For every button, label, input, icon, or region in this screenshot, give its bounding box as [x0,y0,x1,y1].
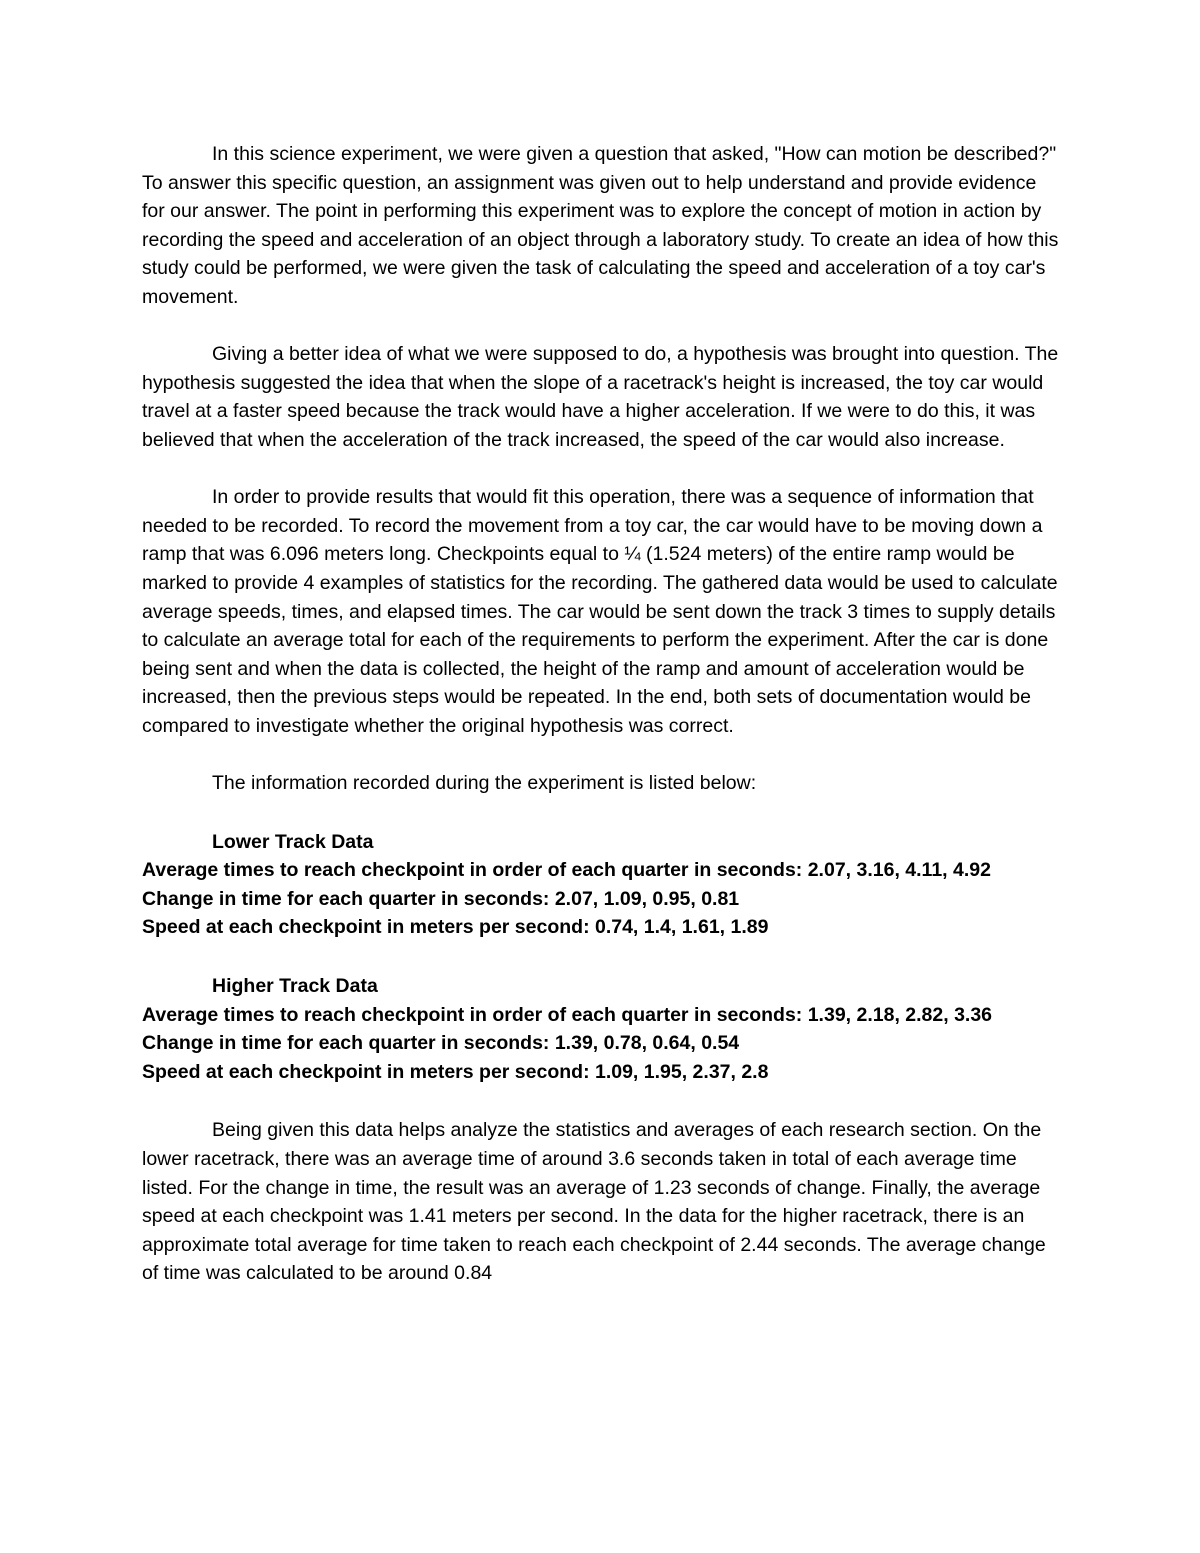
paragraph-gap [142,1086,1062,1116]
paragraph-introduction: In this science experiment, we were given a question that asked, "How can motion be described?" To answer this specific question, an assignment was given out to help understand and provide evidence for our answer. The point in performing this experiment was to explore the concept of motion in action by recording the speed and acceleration of an object through a laboratory study. To create an idea of how this study could be performed, we were given the task of calculating the speed and acceleration of a toy car's movement. [142,143,1059,308]
lower-track-section [142,828,1062,942]
paragraph-gap [142,942,1062,972]
paragraph-gap [142,798,1062,828]
paragraph-hypothesis: Giving a better idea of what we were supposed to do, a hypothesis was brought into question. The hypothesis suggested the idea that when the slope of a racetrack's height is increased, the toy car would travel at a faster speed because the track would have a higher acceleration. If we were to do this, it was believed that when the acceleration of the track increased, the speed of the car would also increase. [142,343,1059,451]
paragraph-data-intro: The information recorded during the experiment is listed below: [212,772,757,795]
paragraph-analysis: Being given this data helps analyze the statistics and averages of each research section. On the lower racetrack, there was an average time of around 3.6 seconds taken in total of each average time listed. For the change in time, the result was an average of 1.23 seconds of change. Finally, the average speed at each checkpoint was 1.41 meters per second. In the data for the higher racetrack, there is an approximate total average for time taken to reach each checkpoint of 2.44 seconds. The average change of time was calculated to be around 0.84 [142,1119,1046,1285]
paragraph-gap [142,740,1062,769]
higher-track-section [142,972,1062,1086]
higher-track-change-time: Change in time for each quarter in seconds: 1.39, 0.78, 0.64, 0.54 [142,1032,740,1055]
lower-track-change-time: Change in time for each quarter in seconds: 2.07, 1.09, 0.95, 0.81 [142,887,740,910]
higher-track-avg-times: Average times to reach checkpoint in order of each quarter in seconds: 1.39, 2.18, 2.82, 3.36 [142,1003,993,1026]
document-page [142,140,1062,1288]
paragraph-procedure: In order to provide results that would fit this operation, there was a sequence of information that needed to be recorded. To record the movement from a toy car, the car would have to be moving down a ramp that was 6.096 meters long. Checkpoints equal to ¼ (1.524 meters) of the entire ramp would be marked to provide 4 examples of statistics for the recording. The gathered data would be used to calculate average speeds, times, and elapsed times. The car would be sent down the track 3 times to supply details to calculate an average total for each of the requirements to perform the experiment. After the car is done being sent and when the data is collected, the height of the ramp and amount of acceleration would be increased, then the previous steps would be repeated. In the end, both sets of documentation would be compared to investigate whether the original hypothesis was correct. [142,486,1058,737]
lower-track-heading: Lower Track Data [212,830,374,853]
lower-track-avg-times: Average times to reach checkpoint in order of each quarter in seconds: 2.07, 3.16, 4.11, 4.92 [142,859,991,882]
higher-track-speed: Speed at each checkpoint in meters per second: 1.09, 1.95, 2.37, 2.8 [142,1060,769,1083]
paragraph-gap [142,312,1062,341]
lower-track-speed: Speed at each checkpoint in meters per second: 0.74, 1.4, 1.61, 1.89 [142,916,769,939]
paragraph-gap [142,455,1062,484]
higher-track-heading: Higher Track Data [212,975,378,998]
